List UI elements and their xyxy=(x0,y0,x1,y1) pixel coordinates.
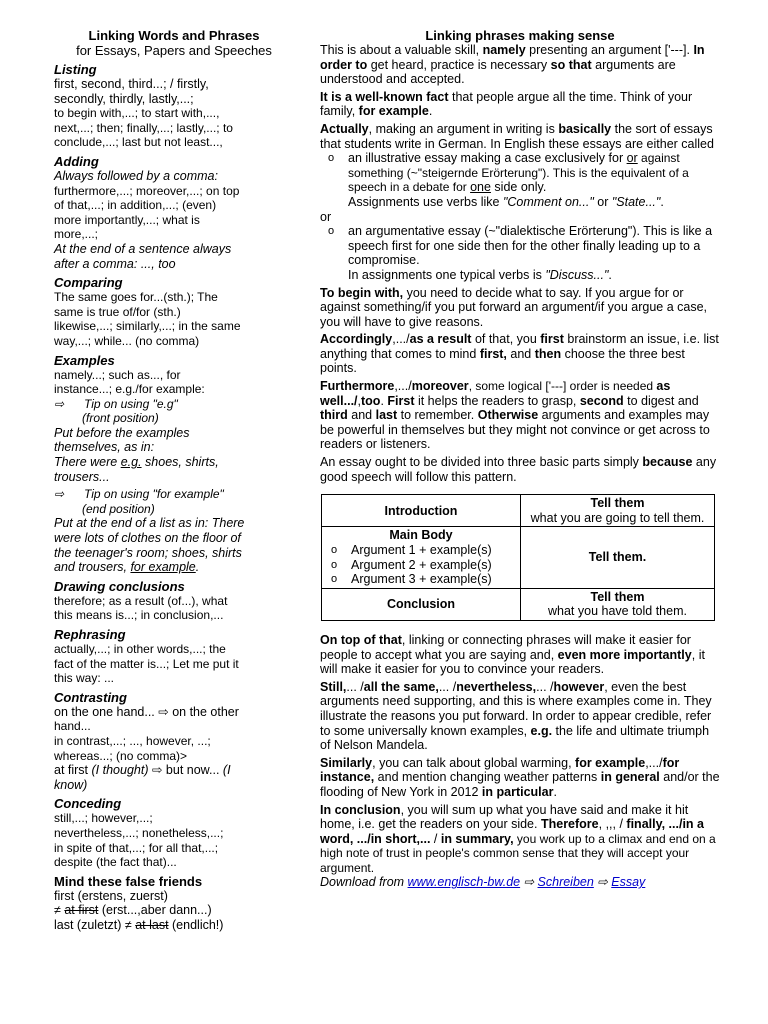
cell-main-body xyxy=(322,527,521,588)
false-friends-line xyxy=(54,903,294,918)
linking-phrase: third xyxy=(320,408,348,423)
listing-line: secondly, thirdly, lastly,...; xyxy=(54,91,194,106)
linking-phrase: First xyxy=(387,393,415,408)
conceding-line: nevertheless,...; nonetheless,...; xyxy=(54,825,224,840)
text: against something (~"steigernde Erörterung"). This is the equivalent of a speech in a debate for xyxy=(348,151,689,195)
linking-phrase: however xyxy=(553,679,605,694)
essay-link[interactable]: Essay xyxy=(611,875,646,890)
heading-adding: Adding xyxy=(54,153,99,169)
left-subtitle: for Essays, Papers and Speeches xyxy=(76,43,272,58)
tell-them-label: Tell them xyxy=(590,589,645,604)
linking-phrase: In order to xyxy=(320,43,705,72)
heading-conceding: Conceding xyxy=(54,796,122,812)
comparing-line: likewise,...; similarly,...; in the same xyxy=(54,319,241,334)
cell-text: what you have told them. xyxy=(548,604,687,619)
comparing-line: The same goes for...(sth.); The xyxy=(54,290,218,305)
text: get heard, practice is necessary xyxy=(367,57,551,72)
text: that people argue all the time. Think of your family, xyxy=(320,89,693,119)
text: side only. xyxy=(490,180,547,195)
paragraph-intro xyxy=(320,43,720,87)
linking-phrase: for example xyxy=(358,104,429,119)
paragraph-actually xyxy=(320,122,720,151)
paragraph-similarly xyxy=(320,756,720,800)
left-title: Linking Words and Phrases xyxy=(88,28,260,43)
examples-note: Put before the examples xyxy=(54,425,190,440)
right-title: Linking phrases making sense xyxy=(425,28,615,43)
underlined-text: e.g. xyxy=(120,455,142,470)
text: brainstorm an issue, i.e. list anything that comes to mind xyxy=(320,332,719,361)
comparing-line: way,...; while... (no comma) xyxy=(54,333,200,348)
essay-structure-table xyxy=(321,494,715,621)
text: ≠ xyxy=(54,903,65,918)
examples-tip xyxy=(54,487,294,502)
linking-phrase: Similarly xyxy=(320,755,373,770)
text: . xyxy=(660,194,664,209)
heading-false-friends: Mind these false friends xyxy=(54,873,203,889)
italic-text: (I xyxy=(222,763,231,778)
italic-text: (I thought) xyxy=(91,763,149,778)
arrow-right-icon: ⇨ xyxy=(54,396,65,411)
table-row-conclusion xyxy=(322,588,715,620)
linking-phrase: Actually xyxy=(320,121,369,136)
list-item: o Argument 1 + example(s) xyxy=(323,543,519,558)
text: the life and ultimate triumph of Nelson Mandela. xyxy=(320,723,710,753)
text: it helps the readers to grasp, xyxy=(414,393,580,408)
text: . xyxy=(428,104,433,119)
adding-line: more,...; xyxy=(54,227,99,242)
text: , xyxy=(357,393,361,408)
rephrasing-line: fact of the matter is...; Let me put it xyxy=(54,656,239,671)
linking-phrase: basically xyxy=(558,121,612,136)
examples-note: themselves, as in: xyxy=(54,440,155,455)
text: you need to decide what to say. If you argue for or against something/if you put forward an argument/if you argue a case, you will have to give reasons. xyxy=(320,285,708,329)
text: There were xyxy=(54,455,121,470)
cell-tell-them-body: Tell them. xyxy=(521,527,715,588)
text: an illustrative essay making a case exclusively for xyxy=(348,151,627,166)
right-column xyxy=(320,28,720,890)
download-line xyxy=(320,875,720,890)
list-item xyxy=(320,151,720,209)
text: arguments and examples may be powerful in themselves but they might not convince or get across to readers or listeners. xyxy=(320,408,710,452)
linking-phrase: In conclusion xyxy=(320,802,401,817)
conceding-line: still,...; however,...; xyxy=(54,811,153,826)
linking-phrase: e.g. xyxy=(530,723,553,738)
text: ... / xyxy=(536,679,554,694)
linking-phrase: nevertheless, xyxy=(456,679,537,694)
adding-line: furthermore,...; moreover,...; on top xyxy=(54,183,240,198)
heading-drawing-conclusions: Drawing conclusions xyxy=(54,578,185,594)
linking-phrase: On top of that xyxy=(320,632,402,647)
contrasting-line: in contrast,...; ..., however, ...; xyxy=(54,733,211,748)
drawing-line: this means is...; in conclusion,... xyxy=(54,608,224,623)
tell-them-label: Tell them xyxy=(590,496,645,511)
arrow-right-icon: ⇨ xyxy=(520,875,538,890)
examples-tip-position: (front position) xyxy=(82,411,159,426)
text: and xyxy=(506,346,535,361)
or-separator: or xyxy=(320,209,332,224)
text: ... / xyxy=(438,679,457,694)
text: and mention changing weather patterns xyxy=(374,770,601,785)
text: . xyxy=(608,267,612,282)
linking-phrase: Accordingly xyxy=(320,332,393,347)
text: presenting an argument ['---]. xyxy=(525,43,694,57)
examples-line: namely...; such as..., for xyxy=(54,367,181,382)
contrasting-line: whereas...; (no comma)> xyxy=(54,748,188,763)
linking-phrase: for example xyxy=(575,755,646,770)
cell-tell-them-intro xyxy=(521,495,715,527)
linking-phrase: for instance, xyxy=(320,755,680,785)
text: ,.../ xyxy=(394,379,412,394)
linking-phrase: first xyxy=(540,332,564,347)
schreiben-link[interactable]: Schreiben xyxy=(537,875,594,890)
linking-phrase: Still, xyxy=(320,679,347,694)
text: ,.../ xyxy=(392,332,410,347)
cell-text: what you are going to tell them. xyxy=(530,510,705,525)
table-row-main-body xyxy=(322,527,715,588)
rephrasing-line: actually,...; in other words,...; the xyxy=(54,642,226,656)
rephrasing-line: this way: ... xyxy=(54,671,115,686)
examples-note: Put at the end of a list as in: There xyxy=(54,516,245,531)
linking-phrase: Furthermore xyxy=(320,379,395,394)
text: to digest and xyxy=(623,393,699,408)
text: last (zuletzt) ≠ xyxy=(54,917,136,932)
examples-note: the teenager's room; shoes, shirts xyxy=(54,545,242,560)
text: . xyxy=(195,560,200,575)
paragraph-on-top-of-that xyxy=(320,633,720,677)
linking-phrase: even more importantly xyxy=(557,647,692,662)
text: choose the three best points. xyxy=(320,346,685,376)
arrow-right-icon: ⇨ xyxy=(593,875,612,890)
adding-line: more importantly,...; what is xyxy=(54,212,200,227)
linking-phrase: as a result xyxy=(409,332,472,347)
examples-sentence xyxy=(54,455,294,470)
underlined-text: or xyxy=(626,151,638,166)
list-item: o Argument 3 + example(s) xyxy=(323,572,519,587)
drawing-line: therefore; as a result (of...), what xyxy=(54,593,228,608)
linking-phrase: Therefore xyxy=(540,817,599,832)
italic-text: "Comment on..." xyxy=(502,194,594,209)
text: , even the best arguments need supporting, and this is where examples come in. They illustrate the reasons you put forward. In order to appear credible, refer to some universally known examples, xyxy=(320,679,712,738)
text: , ,,, / xyxy=(598,817,627,832)
list-item xyxy=(320,224,720,282)
linking-phrase: moreover xyxy=(411,379,469,394)
linking-phrase: all the same, xyxy=(363,679,439,694)
text: , you will sum up what you have said and make it hit home, i.e. get the readers on your side. xyxy=(320,802,689,832)
text: at first xyxy=(54,763,92,778)
paragraph-essay-parts xyxy=(320,455,720,484)
text: shoes, shirts, xyxy=(141,455,219,470)
essay-type-list xyxy=(320,151,720,209)
linking-phrase: To begin with, xyxy=(320,285,404,300)
contrasting-line xyxy=(54,763,294,778)
linking-phrase: too xyxy=(361,393,381,408)
linking-phrase: Otherwise xyxy=(477,408,539,423)
text: , it will make it easier for you to convince your readers. xyxy=(320,647,705,677)
adding-note: Always followed by a comma: xyxy=(54,168,218,183)
list-item: o Argument 2 + example(s) xyxy=(323,558,519,573)
struck-text: at first xyxy=(64,903,99,918)
contrasting-line: on the one hand... ⇨ on the other xyxy=(54,704,239,719)
text: ,.../ xyxy=(645,755,663,770)
italic-text: "Discuss..." xyxy=(545,267,609,282)
examples-line: instance...; e.g./for example: xyxy=(54,382,205,397)
text: and trousers, xyxy=(54,560,131,575)
linking-phrase: namely xyxy=(482,43,526,57)
text: you work up to a climax and end on a high note of trust in people's common sense that they will accept your argument. xyxy=(320,831,716,875)
linking-phrase: It is a well-known fact xyxy=(320,89,449,104)
linking-phrase: because xyxy=(642,455,693,470)
conceding-line: despite (the fact that)... xyxy=(54,855,177,870)
listing-line: conclude,...; last but not least..., xyxy=(54,135,223,150)
contrasting-line: hand... xyxy=(54,719,91,734)
listing-line: next,...; then; finally,...; lastly,...; to xyxy=(54,120,233,135)
examples-tip-position: (end position) xyxy=(82,501,155,516)
heading-rephrasing: Rephrasing xyxy=(54,627,126,642)
heading-comparing: Comparing xyxy=(54,275,123,291)
text: and xyxy=(347,408,376,423)
paragraph-well-known-fact xyxy=(320,90,720,119)
paragraph-to-begin-with xyxy=(320,286,720,330)
linking-phrase: last xyxy=(375,408,398,423)
text: , making an argument in writing is xyxy=(368,121,559,136)
linking-phrase: in summary, xyxy=(440,831,514,846)
essay-type-list xyxy=(320,224,720,282)
paragraph-furthermore xyxy=(320,379,720,452)
text: and/or the flooding of New York in 2012 xyxy=(320,770,720,799)
text: or xyxy=(593,194,612,209)
cell-introduction: Introduction xyxy=(322,495,521,527)
left-column xyxy=(54,28,294,933)
linking-phrase: in particular xyxy=(481,784,554,799)
text: , you can talk about global warming, xyxy=(372,755,576,770)
false-friends-line: first (erstens, zuerst) xyxy=(54,888,168,903)
text: Assignments use verbs like xyxy=(348,194,503,209)
adding-note: At the end of a sentence always xyxy=(54,241,232,256)
cell-conclusion: Conclusion xyxy=(322,588,521,620)
argument-list xyxy=(323,543,519,587)
text: any good speech will follow this pattern. xyxy=(320,455,717,484)
paragraph-accordingly xyxy=(320,332,720,376)
text: In assignments one typical verbs is xyxy=(348,267,546,282)
linking-phrase: second xyxy=(579,393,624,408)
text: to remember. xyxy=(397,408,478,423)
text: the sort of essays that students write in German. In English these essays are either called xyxy=(320,121,714,151)
paragraph-still xyxy=(320,680,720,753)
examples-note: were lots of clothes on the floor of xyxy=(54,531,241,546)
listing-line: to begin with,...; to start with,..., xyxy=(54,106,220,121)
text: This is about a valuable skill, xyxy=(320,43,483,57)
text: . xyxy=(380,393,388,408)
heading-contrasting: Contrasting xyxy=(54,689,127,705)
linking-phrase: first, xyxy=(479,346,507,361)
text: , linking or connecting phrases will make it easier for people to accept what you are saying and, xyxy=(320,632,691,662)
text: an argumentative essay (~"dialektische Erörterung"). This is like a speech first for one side then for the other finally leading up to a compromise. xyxy=(348,224,713,268)
text: (erst...,aber dann...) xyxy=(98,903,212,918)
linking-phrase: then xyxy=(534,346,562,361)
examples-tip xyxy=(54,397,294,412)
heading-examples: Examples xyxy=(54,352,115,368)
conceding-line: in spite of that,...; for all that,...; xyxy=(54,840,219,855)
cell-tell-them-conclusion xyxy=(521,588,715,620)
text: ... / xyxy=(346,679,364,694)
text: An essay ought to be divided into three basic parts simply xyxy=(320,455,643,470)
text: ⇨ but now... xyxy=(148,763,223,778)
text: arguments are understood and accepted. xyxy=(320,57,676,87)
struck-text: at last xyxy=(135,917,169,932)
download-prefix: Download from xyxy=(320,875,408,890)
tip-text: Tip on using "e.g" xyxy=(84,396,178,411)
text: . xyxy=(553,784,557,799)
linking-phrase: so that xyxy=(550,57,592,72)
linking-phrase: finally, .../in a word, .../in short,... xyxy=(320,817,704,846)
examples-sentence: trousers... xyxy=(54,469,110,484)
text: of that, you xyxy=(471,332,541,347)
heading-listing: Listing xyxy=(54,62,97,77)
arrow-right-icon: ⇨ xyxy=(54,487,65,502)
examples-note xyxy=(54,560,294,575)
underlined-text: for example xyxy=(130,560,196,575)
paragraph-in-conclusion xyxy=(320,803,720,876)
linking-phrase: in general xyxy=(600,770,660,785)
linking-phrase: as well.../ xyxy=(320,379,671,408)
italic-text: "State..." xyxy=(611,194,661,209)
contrasting-line: know) xyxy=(54,777,88,792)
comparing-line: same is true of/for (sth.) xyxy=(54,304,181,319)
underlined-text: one xyxy=(470,180,491,195)
false-friends-line xyxy=(54,918,294,933)
listing-line: first, second, third...; / firstly, xyxy=(54,77,209,91)
tip-text: Tip on using "for example" xyxy=(84,487,224,502)
adding-note: after a comma: ..., too xyxy=(54,256,176,271)
website-link[interactable]: www.englisch-bw.de xyxy=(407,875,521,890)
text: (endlich!) xyxy=(168,917,224,932)
table-row-introduction xyxy=(322,495,715,527)
main-body-label: Main Body xyxy=(389,528,453,543)
text: , some logical ['---] order is needed xyxy=(468,379,657,394)
adding-line: of that,...; in addition,...; (even) xyxy=(54,198,217,213)
text: / xyxy=(430,831,441,846)
